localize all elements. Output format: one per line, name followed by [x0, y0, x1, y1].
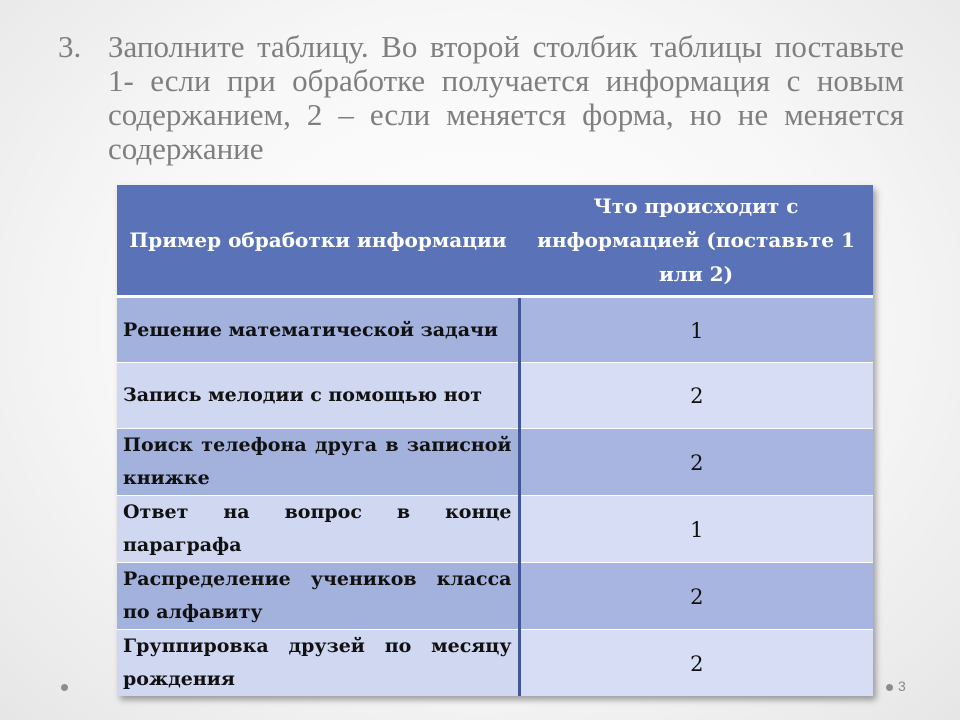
table-header-row [117, 185, 873, 297]
example-cell: Группировка друзей по месяцу рождения [117, 630, 519, 697]
task-number: 3. [58, 29, 82, 64]
example-cell: Решение математической задачи [117, 297, 519, 363]
header-result: Что происходит с информацией (поставьте 1 или 2) [519, 185, 873, 297]
bullet-dot-left [61, 684, 68, 691]
table-row [117, 563, 873, 630]
table-row [117, 496, 873, 563]
example-cell: Запись мелодии с помощью нот [117, 363, 519, 429]
value-cell[interactable]: 1 [519, 297, 873, 363]
table-row [117, 429, 873, 496]
task-text: Заполните таблицу. Во второй столбик таблицы поставьте 1- если при обработке получается информация с новым содержанием, 2 – если меняется форма, но не меняется содержание [108, 29, 904, 166]
task-instruction [58, 30, 904, 166]
value-cell[interactable]: 1 [519, 496, 873, 563]
table-row [117, 297, 873, 363]
example-cell: Поиск телефона друга в записной книжке [117, 429, 519, 496]
example-cell: Ответ на вопрос в конце параграфа [117, 496, 519, 563]
value-cell[interactable]: 2 [519, 563, 873, 630]
table-row [117, 630, 873, 697]
header-example: Пример обработки информации [117, 185, 519, 297]
value-cell[interactable]: 2 [519, 363, 873, 429]
answer-table [117, 185, 873, 696]
bullet-dot-right [886, 684, 893, 691]
table-row [117, 363, 873, 429]
example-cell: Распределение учеников класса по алфавиту [117, 563, 519, 630]
slide-number: 3 [898, 678, 906, 694]
value-cell[interactable]: 2 [519, 630, 873, 697]
value-cell[interactable]: 2 [519, 429, 873, 496]
